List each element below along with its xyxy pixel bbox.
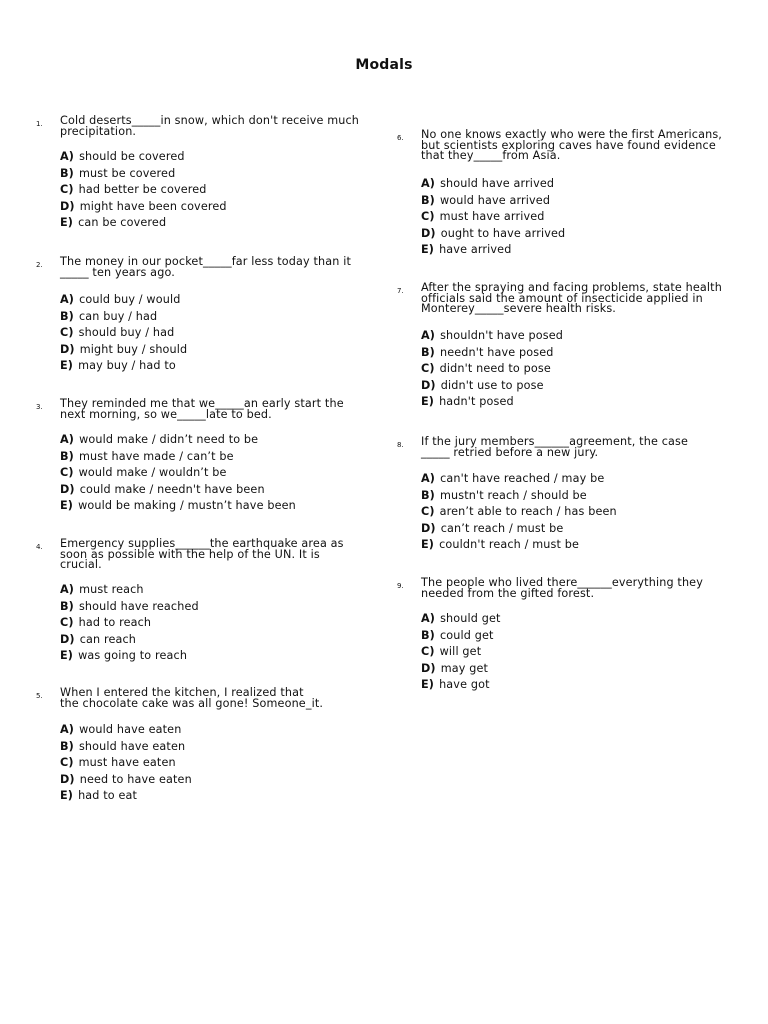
option-text: could get <box>439 628 494 642</box>
option-letter: D) <box>421 661 436 675</box>
answer-option-e[interactable] <box>421 538 617 555</box>
option-letter: E) <box>421 395 435 408</box>
option-letter: E) <box>60 216 74 229</box>
option-text: should buy / had <box>78 326 175 339</box>
answer-options <box>60 583 199 666</box>
answer-option-a[interactable] <box>60 293 187 310</box>
question-text-line: _____ retried before a new jury. <box>421 445 599 459</box>
question-number: 3. <box>36 403 43 411</box>
page-title: Modals <box>355 57 413 73</box>
answer-option-e[interactable] <box>60 649 199 666</box>
option-text: can buy / had <box>78 309 158 323</box>
option-letter: B) <box>421 628 435 642</box>
answer-option-d[interactable] <box>421 662 501 679</box>
option-letter: A) <box>60 150 75 163</box>
question-text-line: The people who lived there______everything they <box>421 576 703 589</box>
option-text: had to eat <box>78 789 138 802</box>
answer-option-d[interactable] <box>60 633 199 650</box>
answer-option-b[interactable] <box>60 740 192 757</box>
question-text-line: When I entered the kitchen, I realized that <box>60 686 304 699</box>
question-number: 7. <box>397 287 404 295</box>
question-text <box>60 539 344 571</box>
option-text: ought to have arrived <box>440 226 566 240</box>
option-letter: A) <box>421 472 436 485</box>
option-letter: C) <box>421 645 435 658</box>
question-text-line: officials said the amount of insecticide applied in <box>421 291 703 305</box>
answer-option-d[interactable] <box>60 200 227 217</box>
answer-option-e[interactable] <box>421 395 563 412</box>
question-number: 8. <box>397 441 404 449</box>
question-text <box>421 130 722 162</box>
question-text-line: crucial. <box>60 558 102 571</box>
question-text <box>60 257 351 278</box>
answer-option-b[interactable] <box>421 489 617 506</box>
answer-option-d[interactable] <box>421 522 617 539</box>
question-text <box>60 116 359 137</box>
answer-option-e[interactable] <box>60 499 296 516</box>
option-letter: C) <box>421 210 435 223</box>
question-text-line: They reminded me that we_____an early start the <box>60 397 344 410</box>
question-number: 6. <box>397 134 404 142</box>
answer-option-a[interactable] <box>60 583 199 600</box>
question-number: 4. <box>36 543 43 551</box>
question-text-line: Monterey_____severe health risks. <box>421 302 617 315</box>
answer-option-e[interactable] <box>60 789 192 806</box>
option-text: may get <box>440 661 489 675</box>
answer-options <box>60 293 187 376</box>
answer-option-a[interactable] <box>421 472 617 489</box>
option-text: would make / didn’t need to be <box>79 433 259 446</box>
option-letter: C) <box>421 505 435 518</box>
option-letter: D) <box>60 342 75 356</box>
option-text: shouldn't have posed <box>440 329 564 342</box>
answer-option-a[interactable] <box>60 723 192 740</box>
answer-option-a[interactable] <box>421 177 565 194</box>
option-letter: E) <box>421 243 435 256</box>
answer-options <box>60 150 227 233</box>
question-text-line: the chocolate cake was all gone! Someone_it. <box>60 696 324 710</box>
question-number: 5. <box>36 692 43 700</box>
option-text: had to reach <box>78 616 152 629</box>
question-text-line: precipitation. <box>60 124 137 138</box>
option-text: may buy / had to <box>78 359 176 372</box>
option-text: can't have reached / may be <box>440 472 605 485</box>
question-text-line: Emergency supplies______the earthquake area as <box>60 537 344 550</box>
option-text: should have eaten <box>78 739 186 753</box>
option-text: should have reached <box>78 599 199 613</box>
question-text-line: No one knows exactly who were the first Americans, <box>421 128 723 141</box>
option-letter: A) <box>421 612 436 625</box>
option-letter: D) <box>421 226 436 240</box>
answer-option-c[interactable] <box>421 362 563 379</box>
option-text: could buy / would <box>79 293 181 306</box>
answer-option-a[interactable] <box>421 329 563 346</box>
option-text: must be covered <box>78 166 176 180</box>
question-text-line: Cold deserts_____in snow, which don't receive much <box>60 114 360 127</box>
answer-option-b[interactable] <box>60 310 187 327</box>
answer-option-d[interactable] <box>421 379 563 396</box>
option-letter: A) <box>60 433 75 446</box>
answer-option-b[interactable] <box>421 346 563 363</box>
option-letter: C) <box>60 326 74 339</box>
option-text: should have arrived <box>440 177 555 190</box>
option-letter: A) <box>421 177 436 190</box>
option-letter: D) <box>421 521 436 535</box>
question-text <box>421 578 703 599</box>
option-text: need to have eaten <box>79 772 192 786</box>
option-letter: B) <box>60 599 74 613</box>
option-text: would make / wouldn’t be <box>78 466 227 479</box>
question-text-line: soon as possible with the help of the UN. It is <box>60 547 320 561</box>
question-number: 1. <box>36 120 43 128</box>
option-letter: C) <box>60 756 74 769</box>
option-letter: E) <box>421 678 435 691</box>
answer-option-c[interactable] <box>421 645 501 662</box>
option-letter: C) <box>60 183 74 196</box>
option-text: might have been covered <box>79 199 227 213</box>
option-text: should be covered <box>79 150 185 163</box>
option-letter: D) <box>60 632 75 646</box>
answer-options <box>421 177 565 260</box>
option-text: was going to reach <box>78 649 188 662</box>
answer-option-c[interactable] <box>421 505 617 522</box>
answer-option-e[interactable] <box>421 678 501 695</box>
question-number: 9. <box>397 582 404 590</box>
answer-options <box>60 723 192 806</box>
answer-option-d[interactable] <box>60 483 296 500</box>
question-text-line: After the spraying and facing problems, state health <box>421 281 722 294</box>
option-letter: B) <box>60 309 74 323</box>
answer-option-c[interactable] <box>421 210 565 227</box>
option-text: have got <box>439 678 490 691</box>
option-letter: E) <box>421 538 435 551</box>
option-letter: D) <box>60 199 75 213</box>
answer-option-a[interactable] <box>60 433 296 450</box>
option-letter: C) <box>60 466 74 479</box>
answer-option-a[interactable] <box>60 150 227 167</box>
option-letter: E) <box>60 499 74 512</box>
option-letter: E) <box>60 649 74 662</box>
option-letter: D) <box>421 378 436 392</box>
option-text: aren’t able to reach / has been <box>439 505 617 518</box>
answer-option-d[interactable] <box>421 227 565 244</box>
answer-option-e[interactable] <box>60 359 187 376</box>
option-letter: A) <box>60 293 75 306</box>
answer-option-e[interactable] <box>60 216 227 233</box>
option-text: would be making / mustn’t have been <box>78 499 296 512</box>
answer-option-a[interactable] <box>421 612 501 629</box>
answer-option-e[interactable] <box>421 243 565 260</box>
answer-option-b[interactable] <box>60 600 199 617</box>
question-number: 2. <box>36 261 43 269</box>
option-text: can be covered <box>78 216 167 229</box>
question-text <box>60 688 323 709</box>
answer-option-d[interactable] <box>60 773 192 790</box>
option-letter: B) <box>60 449 74 463</box>
option-text: didn't use to pose <box>440 378 544 392</box>
answer-options <box>421 329 563 412</box>
answer-option-c[interactable] <box>60 756 192 773</box>
answer-options <box>421 472 617 555</box>
option-letter: A) <box>421 329 436 342</box>
answer-option-c[interactable] <box>60 616 199 633</box>
question-text <box>421 437 688 458</box>
option-letter: C) <box>421 362 435 375</box>
option-text: must have made / can’t be <box>78 449 234 463</box>
option-text: might buy / should <box>79 342 188 356</box>
answer-option-b[interactable] <box>421 194 565 211</box>
answer-option-c[interactable] <box>60 326 187 343</box>
option-letter: A) <box>60 583 75 596</box>
option-letter: D) <box>60 772 75 786</box>
question-text <box>60 399 344 420</box>
option-letter: B) <box>60 739 74 753</box>
question-text-line: that they_____from Asia. <box>421 149 561 162</box>
answer-options <box>421 612 501 695</box>
question-text-line: but scientists exploring caves have found evidence <box>421 138 716 152</box>
option-text: could make / needn't have been <box>79 482 265 496</box>
question-text-line: next morning, so we_____late to bed. <box>60 407 272 421</box>
answer-option-c[interactable] <box>60 183 227 200</box>
option-text: will get <box>439 645 482 658</box>
option-letter: B) <box>421 193 435 207</box>
option-text: mustn't reach / should be <box>439 488 587 502</box>
answer-options <box>60 433 296 516</box>
option-letter: B) <box>421 488 435 502</box>
option-letter: B) <box>60 166 74 180</box>
answer-option-c[interactable] <box>60 466 296 483</box>
option-text: must reach <box>79 583 144 596</box>
option-text: have arrived <box>439 243 512 256</box>
option-letter: E) <box>60 789 74 802</box>
option-text: would have eaten <box>79 723 182 736</box>
question-text <box>421 283 722 315</box>
question-text-line: The money in our pocket_____far less today than it <box>60 255 352 268</box>
option-text: hadn't posed <box>439 395 514 408</box>
answer-option-b[interactable] <box>421 629 501 646</box>
option-text: had better be covered <box>78 183 207 196</box>
option-text: should get <box>440 612 501 625</box>
question-text-line: If the jury members______agreement, the case <box>421 435 689 448</box>
option-text: couldn't reach / must be <box>439 538 580 551</box>
option-text: can’t reach / must be <box>440 521 564 535</box>
answer-option-b[interactable] <box>60 450 296 467</box>
option-letter: B) <box>421 345 435 359</box>
option-text: can reach <box>79 632 137 646</box>
question-text-line: _____ ten years ago. <box>60 265 175 279</box>
question-text-line: needed from the gifted forest. <box>421 586 595 600</box>
option-text: would have arrived <box>439 193 551 207</box>
option-letter: C) <box>60 616 74 629</box>
option-text: must have eaten <box>78 756 176 769</box>
option-text: didn't need to pose <box>439 362 551 375</box>
option-letter: A) <box>60 723 75 736</box>
answer-option-b[interactable] <box>60 167 227 184</box>
option-text: must have arrived <box>439 210 545 223</box>
option-text: needn't have posed <box>439 345 554 359</box>
option-letter: D) <box>60 482 75 496</box>
answer-option-d[interactable] <box>60 343 187 360</box>
option-letter: E) <box>60 359 74 372</box>
